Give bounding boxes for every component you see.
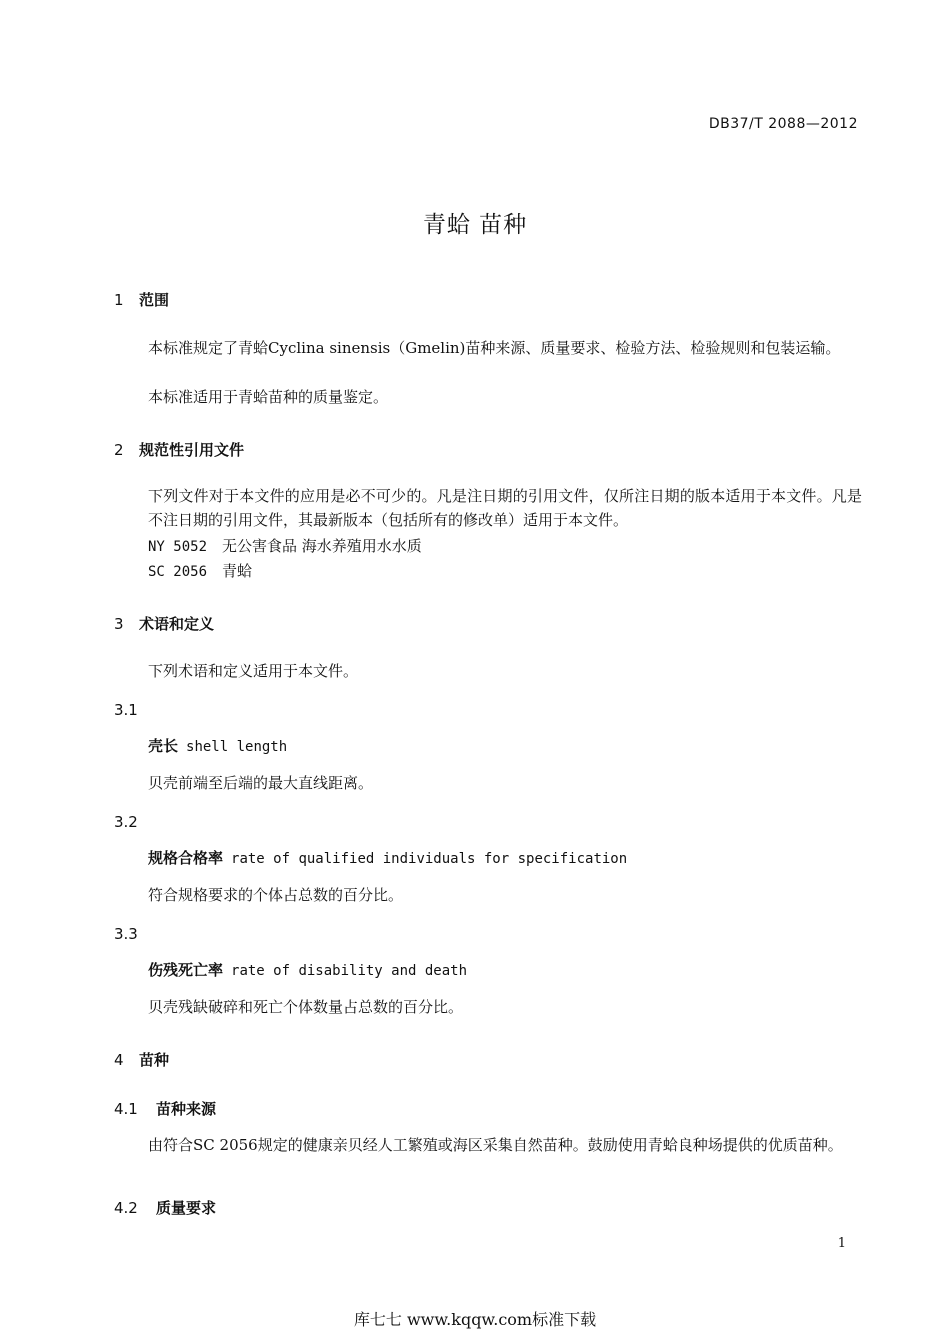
page-title: 青蛤 苗种 bbox=[422, 212, 528, 238]
subsection-4-1-paragraph bbox=[114, 1133, 862, 1157]
section-number: 3 bbox=[114, 615, 124, 633]
reference-code: NY 5052 bbox=[148, 539, 208, 555]
subsection-4-2-heading bbox=[114, 1197, 216, 1218]
section-title: 范围 bbox=[139, 291, 170, 309]
section-title: 规范性引用文件 bbox=[139, 441, 245, 459]
subsection-title: 质量要求 bbox=[156, 1199, 217, 1217]
section-2-heading bbox=[114, 439, 244, 460]
term-chinese: 伤残死亡率 bbox=[148, 961, 224, 979]
term-english: rate of disability and death bbox=[231, 963, 468, 979]
section-1-paragraph-2: 本标准适用于青蛤苗种的质量鉴定。 bbox=[148, 388, 389, 406]
section-number: 4 bbox=[114, 1051, 124, 1069]
term-heading bbox=[148, 959, 467, 980]
section-1-heading bbox=[114, 289, 169, 310]
reference-name: 青蛤 bbox=[222, 562, 253, 580]
term-chinese: 规格合格率 bbox=[148, 849, 224, 867]
term-chinese: 壳长 bbox=[148, 737, 179, 755]
section-4-heading bbox=[114, 1049, 169, 1070]
term-english: rate of qualified individuals for specification bbox=[231, 851, 628, 867]
reference-name: 无公害食品 海水养殖用水水质 bbox=[222, 537, 422, 555]
footer-watermark: 库七七 www.kqqw.com标准下载 bbox=[353, 1310, 597, 1329]
term-heading bbox=[148, 847, 627, 868]
term-english: shell length bbox=[186, 739, 288, 755]
section-title: 术语和定义 bbox=[139, 615, 215, 633]
paragraph-text: 本标准规定了青蛤Cyclina sinensis（Gmelin)苗种来源、质量要求、检验方法、检验规则和包装运输。 bbox=[148, 339, 841, 357]
section-3-intro: 下列术语和定义适用于本文件。 bbox=[148, 662, 359, 680]
term-number: 3.1 bbox=[114, 701, 138, 719]
section-1-paragraph-1 bbox=[114, 336, 862, 360]
section-title: 苗种 bbox=[139, 1051, 170, 1069]
page-number: 1 bbox=[837, 1236, 846, 1251]
subsection-4-1-heading bbox=[114, 1098, 216, 1119]
term-number: 3.3 bbox=[114, 925, 138, 943]
section-2-paragraph-1 bbox=[114, 484, 862, 532]
section-number: 2 bbox=[114, 441, 124, 459]
subsection-number: 4.2 bbox=[114, 1199, 138, 1217]
term-definition: 贝壳残缺破碎和死亡个体数量占总数的百分比。 bbox=[148, 998, 464, 1016]
term-heading bbox=[148, 735, 287, 756]
reference-item bbox=[148, 559, 252, 584]
paragraph-text: 下列文件对于本文件的应用是必不可少的。凡是注日期的引用文件，仅所注日期的版本适用于本文件。凡是不注日期的引用文件，其最新版本（包括所有的修改单）适用于本文件。 bbox=[148, 487, 862, 529]
reference-code: SC 2056 bbox=[148, 564, 208, 580]
paragraph-text: 由符合SC 2056规定的健康亲贝经人工繁殖或海区采集自然苗种。鼓励使用青蛤良种场提供的优质苗种。 bbox=[148, 1136, 843, 1154]
term-number: 3.2 bbox=[114, 813, 138, 831]
document-number: DB37/T 2088—2012 bbox=[708, 116, 858, 132]
subsection-title: 苗种来源 bbox=[156, 1100, 217, 1118]
reference-item bbox=[148, 534, 422, 559]
section-3-heading bbox=[114, 613, 214, 634]
section-number: 1 bbox=[114, 291, 124, 309]
subsection-number: 4.1 bbox=[114, 1100, 138, 1118]
term-definition: 符合规格要求的个体占总数的百分比。 bbox=[148, 886, 404, 904]
term-definition: 贝壳前端至后端的最大直线距离。 bbox=[148, 774, 374, 792]
